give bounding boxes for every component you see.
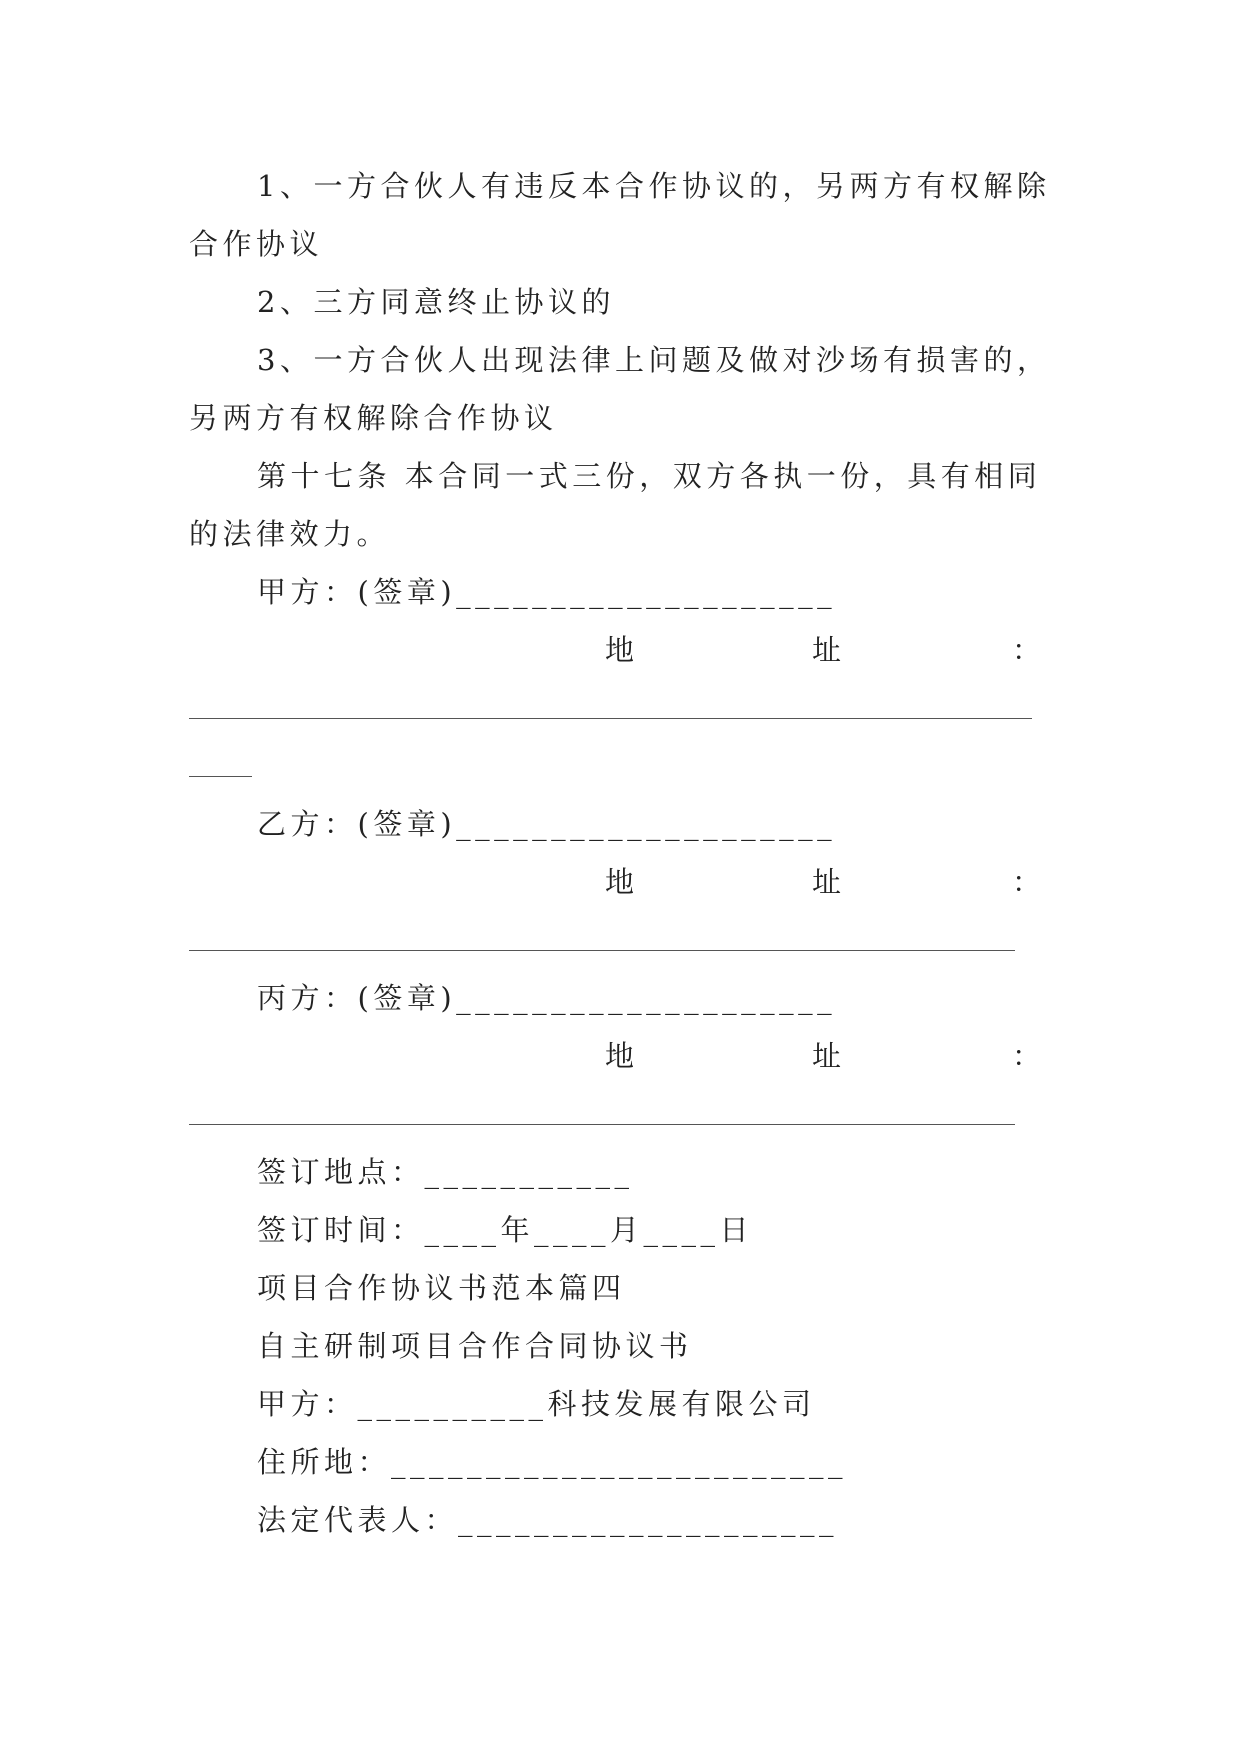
party-b-signature: 乙方：(签章)____________________: [257, 807, 837, 841]
party-a-signature: 甲方：(签章)____________________: [257, 575, 837, 609]
contract-title: 自主研制项目合作合同协议书: [257, 1329, 693, 1363]
clause-item-1-line-2: 合作协议: [189, 227, 324, 261]
address-colon: ：: [1012, 865, 1042, 899]
address-char-2: 址: [812, 865, 842, 899]
address-char-1: 地: [605, 633, 635, 667]
clause-item-3-line-2: 另两方有权解除合作协议: [189, 401, 558, 435]
party-a-address-blank-line-2: [189, 776, 252, 777]
article-17-line-2: 的法律效力。: [189, 517, 391, 551]
party-c-address-blank-line: [189, 1124, 1015, 1125]
party-b-address-blank-line: [189, 950, 1015, 951]
article-17-line-1: 第十七条 本合同一式三份，双方各执一份，具有相同: [257, 459, 1042, 493]
address-char-2: 址: [812, 633, 842, 667]
party-c-signature: 丙方：(签章)____________________: [257, 981, 837, 1015]
party-a-company: 甲方：__________科技发展有限公司: [257, 1387, 816, 1421]
address-char-1: 地: [605, 865, 635, 899]
legal-representative-field: 法定代表人：____________________: [257, 1503, 839, 1537]
signing-time: 签订时间：____年____月____日: [257, 1213, 754, 1247]
party-a-address-blank-line-1: [189, 718, 1032, 719]
address-colon: ：: [1012, 1039, 1042, 1073]
signing-place: 签订地点：___________: [257, 1155, 634, 1189]
address-char-2: 址: [812, 1039, 842, 1073]
address-char-1: 地: [605, 1039, 635, 1073]
residence-field: 住所地：________________________: [257, 1445, 848, 1479]
clause-item-1-line-1: 1、一方合伙人有违反本合作协议的，另两方有权解除: [257, 169, 1051, 203]
clause-item-3-line-1: 3、一方合伙人出现法律上问题及做对沙场有损害的，: [257, 343, 1051, 377]
clause-item-2: 2、三方同意终止协议的: [257, 285, 615, 319]
address-colon: ：: [1012, 633, 1042, 667]
section-heading: 项目合作协议书范本篇四: [257, 1271, 626, 1305]
